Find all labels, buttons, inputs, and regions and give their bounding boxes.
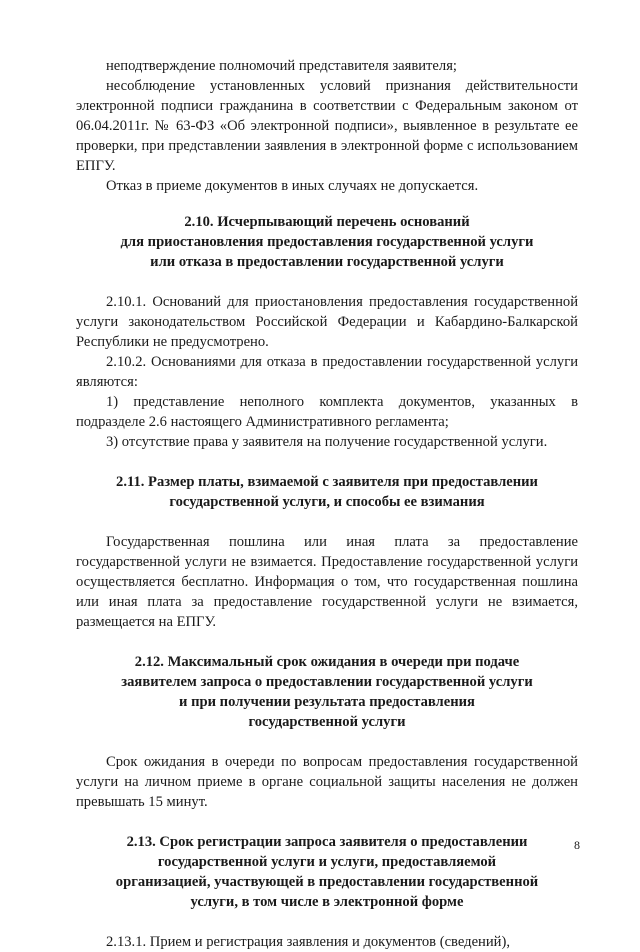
heading-line: государственной услуги и услуги, предоставляемой (157, 854, 497, 870)
section-2-11-heading (76, 472, 578, 512)
heading-line: 2.11. Размер платы, взимаемой с заявителя при предоставлении (116, 474, 538, 490)
intro-paragraph-2: несоблюдение установленных условий признания действительности электронной подписи гражданина в соответствии с Федеральным законом от 06.04.2011г. № 63-ФЗ «Об электронной подписи», выявленное в результате ее проверки, при представлении заявления в электронной форме с использованием ЕПГУ. (76, 78, 578, 174)
section-2-11-paragraph: Государственная пошлина или иная плата за предоставление государственной услуги не взимается. Предоставление государственной услуги осуществляется бесплатно. Информация о том, что государственная пошлина или иная плата за предоставление государственной услуги не взимается, размещается на ЕПГУ. (76, 534, 578, 630)
section-2-12-paragraph: Срок ожидания в очереди по вопросам предоставления государственной услуги на личном приеме в органе социальной защиты населения не должен превышать 15 минут. (76, 754, 578, 810)
heading-line: 2.13. Срок регистрации запроса заявителя о предоставлении (126, 834, 528, 850)
intro-paragraph-1: неподтверждение полномочий представителя заявителя; (106, 58, 457, 74)
heading-line: организацией, участвующей в предоставлении государственной (115, 874, 539, 890)
heading-line: 2.10. Исчерпывающий перечень оснований (184, 214, 470, 230)
heading-line: и при получении результата предоставления (179, 694, 475, 710)
section-2-13-1: 2.13.1. Прием и регистрация заявления и документов (сведений), (106, 934, 510, 950)
list-item-3: 3) отсутствие права у заявителя на получение государственной услуги. (106, 434, 548, 450)
section-2-10-2: 2.10.2. Основаниями для отказа в предоставлении государственной услуги являются: (76, 354, 578, 390)
heading-line: государственной услуги, и способы ее взимания (169, 494, 485, 510)
document-page (76, 56, 578, 952)
section-2-13-heading (76, 832, 578, 912)
list-item-1: 1) представление неполного комплекта документов, указанных в подразделе 2.6 настоящего Административного регламента; (76, 394, 578, 430)
page-number: 8 (574, 838, 580, 852)
heading-line: заявителем запроса о предоставлении государственной услуги (121, 674, 533, 690)
section-2-10-1: 2.10.1. Оснований для приостановления предоставления государственной услуги законодательством Российской Федерации и Кабардино-Балкарской Республики не предусмотрено. (76, 294, 578, 350)
section-2-12-heading (76, 652, 578, 732)
heading-line: услуги, в том числе в электронной форме (190, 894, 464, 910)
heading-line: государственной услуги (248, 714, 406, 730)
heading-line: 2.12. Максимальный срок ожидания в очереди при подаче (134, 654, 520, 670)
heading-line: для приостановления предоставления государственной услуги (120, 234, 534, 250)
intro-paragraph-3: Отказ в приеме документов в иных случаях не допускается. (106, 178, 479, 194)
section-2-10-heading (76, 212, 578, 272)
heading-line: или отказа в предоставлении государственной услуги (150, 254, 504, 270)
